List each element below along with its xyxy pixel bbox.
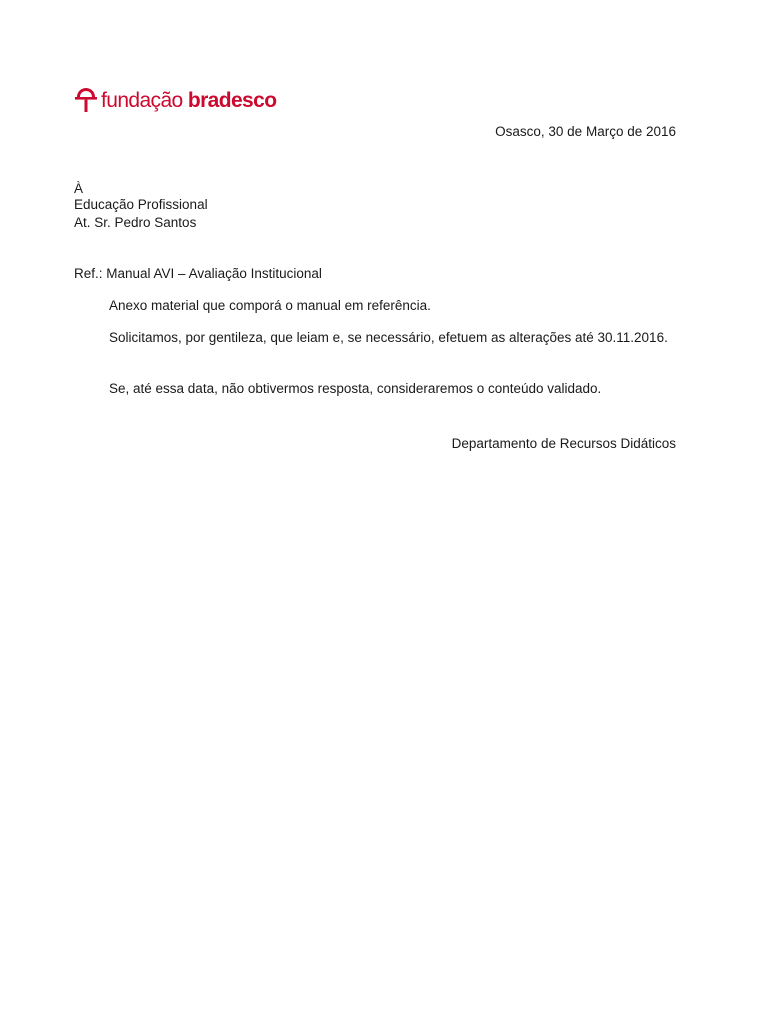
recipient-line-3: At. Sr. Pedro Santos	[74, 215, 197, 230]
recipient-line-2: Educação Profissional	[74, 197, 208, 212]
signature: Departamento de Recursos Didáticos	[451, 436, 676, 451]
brand-name-bold: bradesco	[187, 88, 277, 112]
body-paragraph-3: Se, até essa data, não obtivermos resposta, consideraremos o conteúdo validado.	[109, 381, 602, 396]
place-date: Osasco, 30 de Março de 2016	[495, 124, 676, 139]
brand-name-light: fundação	[101, 88, 183, 112]
reference-line: Ref.: Manual AVI – Avaliação Institucional	[74, 266, 322, 281]
bradesco-tree-logo-icon	[74, 87, 98, 113]
body-paragraph-1: Anexo material que comporá o manual em referência.	[109, 298, 431, 313]
fundacao-bradesco-logo	[74, 86, 276, 114]
recipient-line-1: À	[74, 181, 84, 196]
body-paragraph-2: Solicitamos, por gentileza, que leiam e, se necessário, efetuem as alterações até 30.11.2016.	[109, 330, 668, 345]
brand-wordmark	[101, 90, 276, 111]
